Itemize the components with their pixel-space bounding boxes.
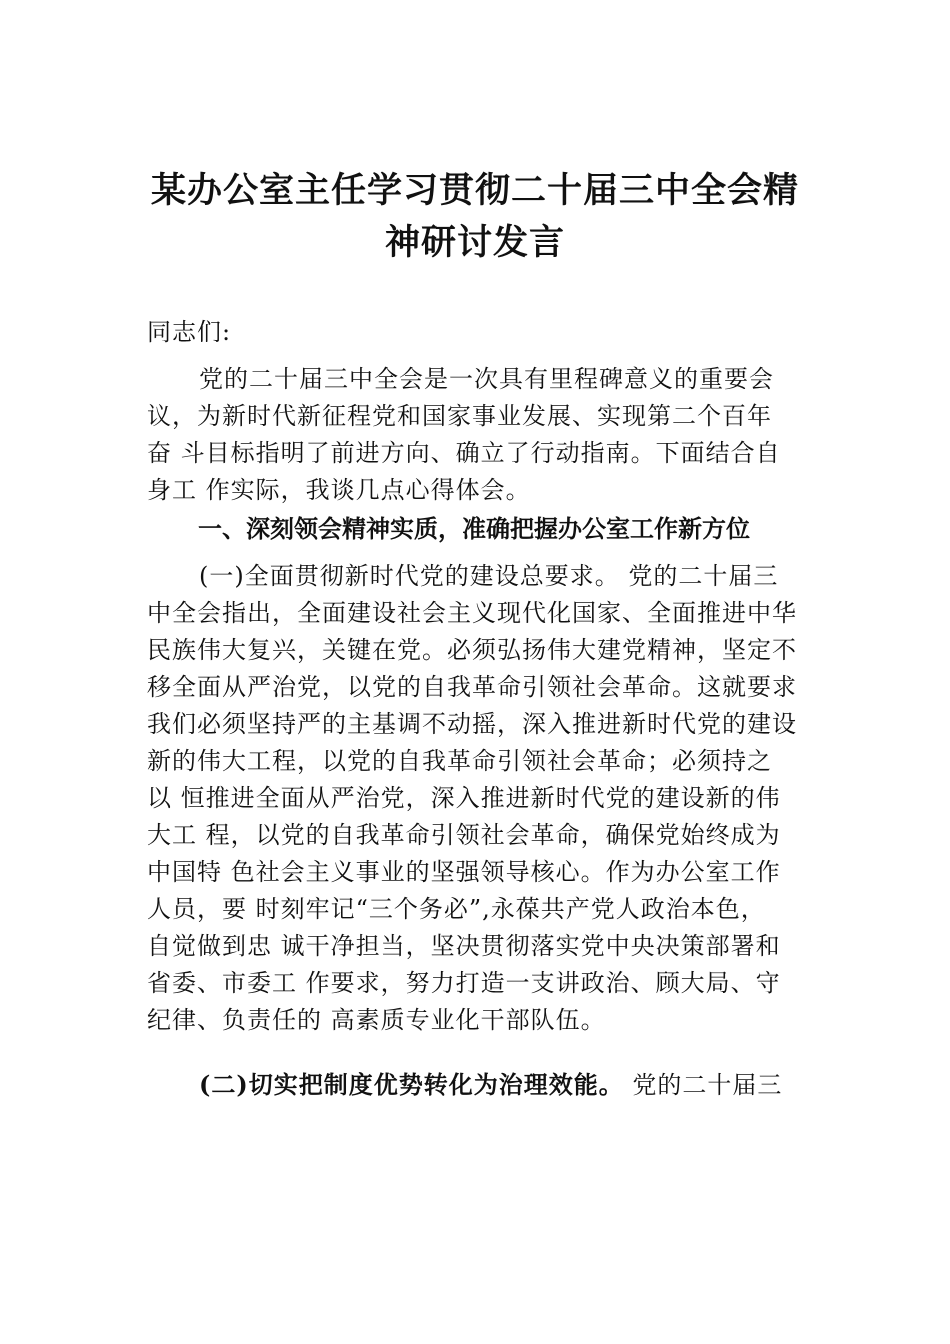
subsection-2-paragraph <box>147 1066 807 1103</box>
subsection-1-line-rest: 党的二十届三 <box>619 562 779 590</box>
subsection-1-lead: (一)全面贯彻新时代党的建设总要求。 <box>199 562 620 590</box>
document-title <box>100 165 850 269</box>
subsection-1-line: 省委、市委工 作要求，努力打造一支讲政治、顾大局、守 <box>147 969 781 997</box>
subsection-2-line-rest: 党的二十届三 <box>623 1071 783 1099</box>
subsection-1-line: 人员，要 时刻牢记“三个务必”,永葆共产党人政治本色， <box>147 895 766 923</box>
subsection-1-first-line <box>147 558 807 595</box>
subsection-1-line: 纪律、负责任的 高素质专业化干部队伍。 <box>147 1006 606 1034</box>
subsection-1-line: 我们必须坚持严的主基调不动摇，深入推进新时代党的建设 <box>147 710 797 738</box>
subsection-2-lead: (二)切实把制度优势转化为治理效能。 <box>199 1070 624 1099</box>
title-line-1: 某办公室主任学习贯彻二十届三中全会精 <box>150 170 799 211</box>
subsection-1-line: 中全会指出，全面建设社会主义现代化国家、全面推进中华 <box>147 599 797 627</box>
subsection-1-line: 民族伟大复兴，关键在党。必须弘扬伟大建党精神，坚定不 <box>147 636 797 664</box>
subsection-1-paragraph <box>147 558 807 1039</box>
intro-line: 身工 作实际，我谈几点心得体会。 <box>147 476 531 504</box>
intro-line: 党的二十届三中全会是一次具有里程碑意义的重要会 <box>199 365 774 393</box>
subsection-1-line: 以 恒推进全面从严治党，深入推进新时代党的建设新的伟 <box>147 784 781 812</box>
salutation: 同志们: <box>147 318 232 346</box>
subsection-1-line: 大工 程，以党的自我革命引领社会革命，确保党始终成为 <box>147 821 781 849</box>
intro-paragraph <box>147 361 807 509</box>
subsection-1-line: 移全面从严治党，以党的自我革命引领社会革命。这就要求 <box>147 673 797 701</box>
subsection-1-line: 新的伟大工程，以党的自我革命引领社会革命；必须持之 <box>147 747 772 775</box>
subsection-2-first-line <box>147 1066 807 1103</box>
subsection-1-line: 自觉做到忠 诚干净担当，坚决贯彻落实党中央决策部署和 <box>147 932 781 960</box>
intro-line: 议，为新时代新征程党和国家事业发展、实现第二个百年 <box>147 402 772 430</box>
intro-line: 奋 斗目标指明了前进方向、确立了行动指南。下面结合自 <box>147 439 781 467</box>
section-1-heading: 一、深刻领会精神实质，准确把握办公室工作新方位 <box>198 515 750 543</box>
subsection-1-line: 中国特 色社会主义事业的坚强领导核心。作为办公室工作 <box>147 858 781 886</box>
title-line-2: 神研讨发言 <box>384 222 565 263</box>
